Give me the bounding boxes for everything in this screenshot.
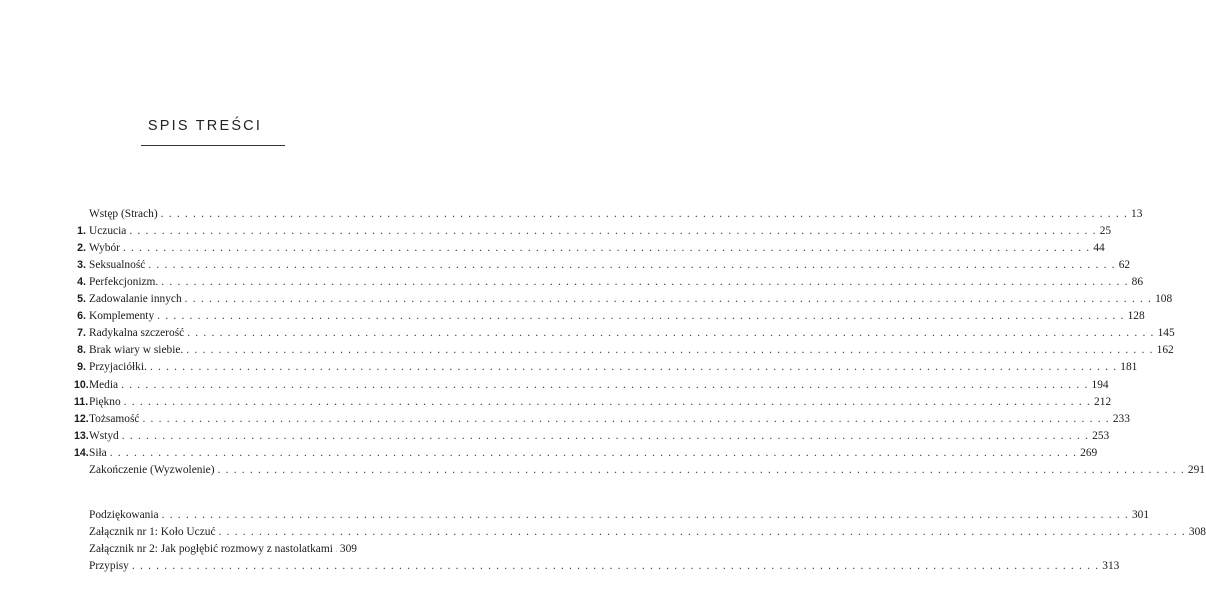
toc-entry — [0, 411, 1130, 428]
chapter-title: Seksualność — [89, 259, 146, 272]
dot-leader: . . . . . . . . . . . . . . . . . . . . . . . . . . . . . . . . . . . . . . . . . . . . . . . . . . . . . . . . . . . . . . . . . . . . . . . . . . . . . . . . . . . . . . . . . . . . . . . . . . . . . . . . . . . . . . . . . . . . . . . . — [142, 412, 1110, 425]
chapter-title: Piękno — [89, 395, 121, 408]
dot-leader: . . . . . . . . . . . . . . . . . . . . . . . . . . . . . . . . . . . . . . . . . . . . . . . . . . . . . . . . . . . . . . . . . . . . . . . . . . . . . . . . . . . . . . . . . . . . . . . . . . . . . . . . . . . . . . . . . . . . . . . . — [161, 508, 1129, 521]
dot-leader: . . . . . . . . . . . . . . . . . . . . . . . . . . . . . . . . . . . . . . . . . . . . . . . . . . . . . . . . . . . . . . . . . . . . . . . . . . . . . . . . . . . . . . . . . . . . . . . . . . . . . . . . . . . . . . . . . . . . . . . . — [149, 361, 1118, 374]
dot-leader: . . . . . . . . . . . . . . . . . . . . . . . . . . . . . . . . . . . . . . . . . . . . . . . . . . . . . . . . . . . . . . . . . . . . . . . . . . . . . . . . . . . . . . . . . . . . . . . . . . . . . . . . . . . . . . . . . . . . . . . . — [121, 378, 1089, 391]
page-number: 233 — [1112, 412, 1130, 425]
toc-entry — [0, 325, 1175, 342]
toc-entry — [0, 394, 1112, 411]
toc-entry — [0, 462, 1205, 479]
dot-leader: . . . . . . . . . . . . . . . . . . . . . . . . . . . . . . . . . . . . . . . . . . . . . . . . . . . . . . . . . . . . . . . . . . . . . . . . . . . . . . . . . . . . . . . . . . . . . . . . . . . . . . . . . . . . . . . . . . . . . . . . — [217, 463, 1185, 476]
toc-entry — [0, 342, 1174, 359]
page-number: 108 — [1155, 293, 1173, 306]
chapter-number: 11. — [74, 395, 89, 408]
toc-entry — [0, 445, 1098, 462]
toc-entry — [0, 377, 1109, 394]
chapter-title: Komplementy — [89, 310, 155, 323]
chapter-number: 13. — [74, 429, 89, 442]
toc-entry — [0, 223, 1112, 240]
toc-entry — [0, 274, 1144, 291]
dot-leader: . . . . . . . . . . . . . . . . . . . . . . . . . . . . . . . . . . . . . . . . . . . . . . . . . . . . . . . . . . . . . . . . . . . . . . . . . . . . . . . . . . . . . . . . . . . . . . . . . . . . . . . . . . . . . . . . . . . . . . . . — [109, 446, 1078, 459]
dot-leader — [336, 541, 337, 558]
page-number: 308 — [1188, 525, 1206, 538]
dot-leader: . . . . . . . . . . . . . . . . . . . . . . . . . . . . . . . . . . . . . . . . . . . . . . . . . . . . . . . . . . . . . . . . . . . . . . . . . . . . . . . . . . . . . . . . . . . . . . . . . . . . . . . . . . . . . . . . . . . . . . . . — [157, 310, 1125, 323]
chapter-title: Wybór — [89, 242, 120, 255]
toc-entry — [0, 541, 410, 558]
dot-leader: . . . . . . . . . . . . . . . . . . . . . . . . . . . . . . . . . . . . . . . . . . . . . . . . . . . . . . . . . . . . . . . . . . . . . . . . . . . . . . . . . . . . . . . . . . . . . . . . . . . . . . . . . . . . . . . . . . . . . . . . — [148, 259, 1116, 272]
chapter-number: 8. — [77, 344, 86, 357]
chapter-title: Tożsamość — [89, 412, 140, 425]
chapter-title: Załącznik nr 1: Koło Uczuć — [89, 525, 216, 538]
dot-leader: . . . . . . . . . . . . . . . . . . . . . . . . . . . . . . . . . . . . . . . . . . . . . . . . . . . . . . . . . . . . . . . . . . . . . . . . . . . . . . . . . . . . . . . . . . . . . . . . . . . . . . . . . . . . . . . . . . . . . . . . — [186, 344, 1154, 357]
dot-leader: . . . . . . . . . . . . . . . . . . . . . . . . . . . . . . . . . . . . . . . . . . . . . . . . . . . . . . . . . . . . . . . . . . . . . . . . . . . . . . . . . . . . . . . . . . . . . . . . . . . . . . . . . . . . . . . . . . . . . . . . — [187, 327, 1155, 340]
page-number: 291 — [1187, 463, 1205, 476]
chapter-number: 3. — [77, 259, 86, 272]
chapter-title: Przyjaciółki. — [89, 361, 147, 374]
dot-leader: . . . . . . . . . . . . . . . . . . . . . . . . . . . . . . . . . . . . . . . . . . . . . . . . . . . . . . . . . . . . . . . . . . . . . . . . . . . . . . . . . . . . . . . . . . . . . . . . . . . . . . . . . . . . . . . . . . . . . . . . — [131, 559, 1100, 572]
page-number: 62 — [1118, 259, 1131, 272]
chapter-title: Zakończenie (Wyzwolenie) — [89, 463, 215, 476]
page-number: 253 — [1092, 429, 1110, 442]
page-number: 313 — [1102, 559, 1120, 572]
chapter-title: Podziękowania — [89, 508, 159, 521]
toc-entry — [0, 558, 1120, 575]
chapter-title: Załącznik nr 2: Jak pogłębić rozmowy z nastolatkami — [89, 542, 333, 555]
chapter-title: Radykalna szczerość — [89, 327, 185, 340]
page-number: 212 — [1094, 395, 1112, 408]
toc-heading: SPIS TREŚCI — [147, 118, 263, 134]
page-number: 145 — [1157, 327, 1175, 340]
chapter-number: 2. — [77, 242, 86, 255]
toc-entry — [0, 524, 1206, 541]
heading-rule — [141, 145, 285, 146]
chapter-title: Brak wiary w siebie. — [89, 344, 184, 357]
chapter-title: Siła — [89, 446, 107, 459]
toc-entry — [0, 359, 1138, 376]
page-number: 162 — [1156, 344, 1174, 357]
dot-leader: . . . . . . . . . . . . . . . . . . . . . . . . . . . . . . . . . . . . . . . . . . . . . . . . . . . . . . . . . . . . . . . . . . . . . . . . . . . . . . . . . . . . . . . . . . . . . . . . . . . . . . . . . . . . . . . . . . . . . . . . — [161, 276, 1129, 289]
toc-entry — [0, 308, 1145, 325]
chapter-title: Wstęp (Strach) — [89, 208, 158, 220]
page-number: 13 — [1131, 208, 1143, 220]
toc-entry — [0, 507, 1150, 524]
dot-leader: . . . . . . . . . . . . . . . . . . . . . . . . . . . . . . . . . . . . . . . . . . . . . . . . . . . . . . . . . . . . . . . . . . . . . . . . . . . . . . . . . . . . . . . . . . . . . . . . . . . . . . . . . . . . . . . . . . . . . . . . — [184, 293, 1153, 306]
chapter-number: 4. — [77, 276, 86, 289]
dot-leader: . . . . . . . . . . . . . . . . . . . . . . . . . . . . . . . . . . . . . . . . . . . . . . . . . . . . . . . . . . . . . . . . . . . . . . . . . . . . . . . . . . . . . . . . . . . . . . . . . . . . . . . . . . . . . . . . . . . . . . . . — [121, 429, 1090, 442]
page-number: 194 — [1091, 378, 1109, 391]
chapter-title: Zadowalanie innych — [89, 293, 182, 306]
chapter-number: 10. — [74, 378, 89, 391]
chapter-title: Przypisy — [89, 559, 129, 572]
page-number: 301 — [1131, 508, 1150, 521]
dot-leader: . . . . . . . . . . . . . . . . . . . . . . . . . . . . . . . . . . . . . . . . . . . . . . . . . . . . . . . . . . . . . . . . . . . . . . . . . . . . . . . . . . . . . . . . . . . . . . . . . . . . . . . . . . . . . . . . . . . . . . . . — [122, 242, 1091, 255]
dot-leader: . . . . . . . . . . . . . . . . . . . . . . . . . . . . . . . . . . . . . . . . . . . . . . . . . . . . . . . . . . . . . . . . . . . . . . . . . . . . . . . . . . . . . . . . . . . . . . . . . . . . . . . . . . . . . . . . . . . . . . . . — [129, 225, 1097, 238]
toc-entry — [0, 257, 1131, 274]
chapter-number: 1. — [77, 225, 86, 238]
toc-entry — [0, 428, 1110, 445]
chapter-number: 5. — [77, 293, 86, 306]
page-number: 25 — [1099, 225, 1112, 238]
dot-leader: . . . . . . . . . . . . . . . . . . . . . . . . . . . . . . . . . . . . . . . . . . . . . . . . . . . . . . . . . . . . . . . . . . . . . . . . . . . . . . . . . . . . . . . . . . . . . . . . . . . . . . . . . . . . . . . . . . . . . . . . — [123, 395, 1092, 408]
toc-entry — [0, 291, 1173, 308]
dot-leader: . . . . . . . . . . . . . . . . . . . . . . . . . . . . . . . . . . . . . . . . . . . . . . . . . . . . . . . . . . . . . . . . . . . . . . . . . . . . . . . . . . . . . . . . . . . . . . . . . . . . . . . . . . . . . . . . . . . . . . . . — [218, 525, 1186, 538]
page-number: 181 — [1120, 361, 1138, 374]
toc-entry — [0, 206, 1143, 223]
page-number: 309 — [339, 542, 357, 555]
dot-leader: . . . . . . . . . . . . . . . . . . . . . . . . . . . . . . . . . . . . . . . . . . . . . . . . . . . . . . . . . . . . . . . . . . . . . . . . . . . . . . . . . . . . . . . . . . . . . . . . . . . . . . . . . . . . . . . . . . . . . . . . — [160, 208, 1129, 220]
page-number: 128 — [1127, 310, 1145, 323]
chapter-title: Perfekcjonizm. — [89, 276, 159, 289]
chapter-number: 12. — [74, 412, 89, 425]
chapter-title: Wstyd — [89, 429, 119, 442]
chapter-number: 7. — [77, 327, 86, 340]
page-number: 44 — [1093, 242, 1105, 255]
toc-entry — [0, 240, 1105, 257]
chapter-number: 6. — [77, 310, 86, 323]
chapter-number: 14. — [74, 446, 89, 459]
page-number: 269 — [1080, 446, 1098, 459]
chapter-number: 9. — [77, 361, 86, 374]
chapter-title: Uczucia — [89, 225, 127, 238]
chapter-title: Media — [89, 378, 119, 391]
page-number: 86 — [1131, 276, 1144, 289]
